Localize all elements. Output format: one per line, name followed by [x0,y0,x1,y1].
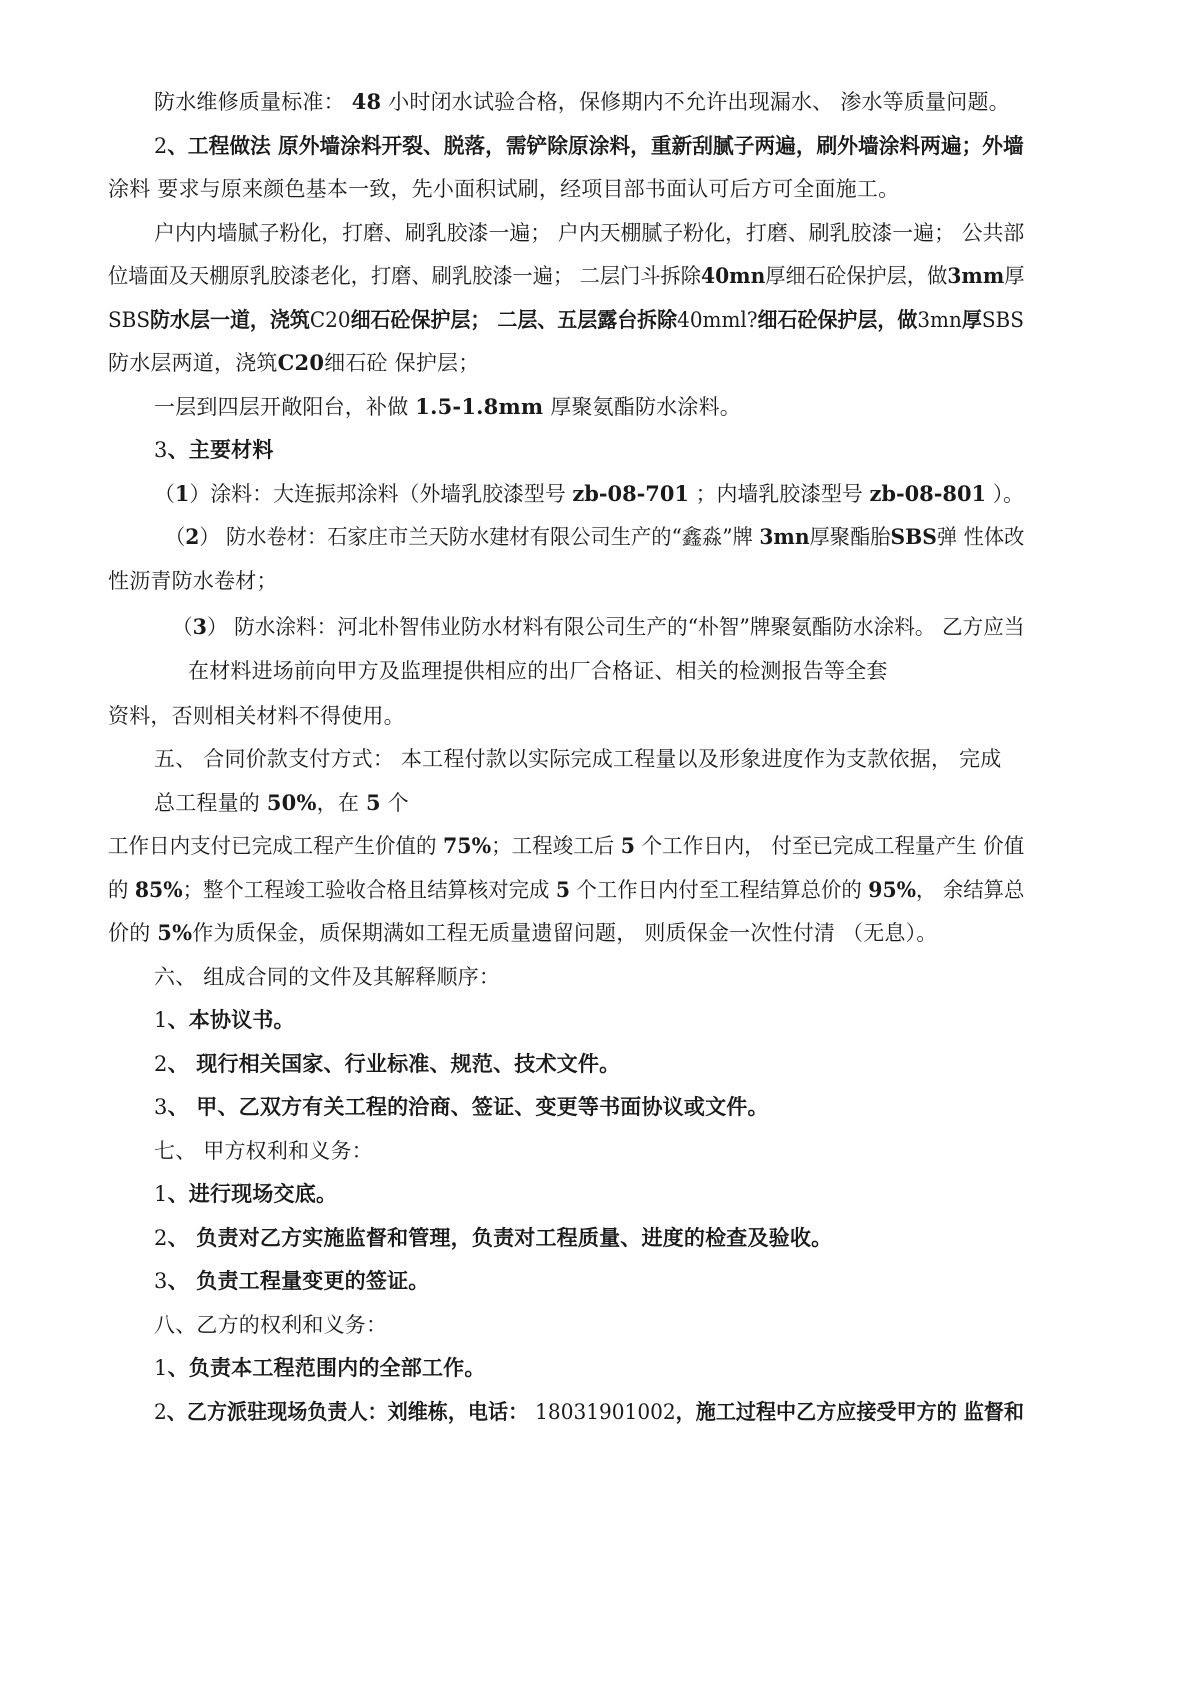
text-segment: 位墙面及天棚原乳胶漆老化，打磨、刷乳胶漆一遍； 二层门斗拆除 [108,264,702,288]
text-segment: 3 [154,438,168,462]
emphasis-text: ，施工过程中乙方应接受甲方的 监督和 [675,1399,1024,1424]
text-segment: 40mml? [677,308,758,332]
list-item [154,1224,832,1252]
text-segment: 价的 [108,921,158,945]
text-segment: 3 [154,1095,168,1119]
section-heading [154,745,1001,773]
text-segment: ）。 [986,482,1025,506]
paragraph-line [154,789,409,817]
text-segment: 一层到四层开敞阳台，补做 [154,395,416,419]
text-segment: （ [165,525,186,549]
text-segment: 工作日内支付已完成工程产生价值的 [108,834,444,858]
emphasis-text: 95% [868,877,917,902]
emphasis-text: 、 负责工程量变更的签证。 [167,1268,430,1293]
text-segment: 2 [154,1052,168,1076]
paragraph-line [108,832,1024,860]
emphasis-text: 85% [134,877,183,902]
text-segment: ；工程竣工后 [491,834,621,858]
text-segment: 细石砼 保护层； [324,351,480,375]
emphasis-text: 3mm [947,263,1005,288]
paragraph-line [188,657,888,685]
text-segment: 作为质保金，质保期满如工程无质量遗留问题， 则质保金一次性付清 （无息）。 [192,921,938,945]
emphasis-text: 、乙方派驻现场负责人：刘维栋，电话： [166,1399,536,1424]
emphasis-text: 75% [443,833,492,858]
text-segment: 的 [108,878,135,902]
text-segment: 弹 性体改 [936,525,1025,549]
text-segment: 性沥青防水卷材； [108,569,278,593]
emphasis-text: 、 负责对乙方实施监督和管理，负责对工程质量、进度的检查及验收。 [167,1225,833,1250]
text-segment: 个工作日内付至工程结算总价的 [570,878,869,902]
paragraph-line [154,132,1024,160]
emphasis-text: 、 甲、乙双方有关工程的洽商、签证、变更等书面协议或文件。 [167,1094,769,1119]
text-segment: 个 [380,791,409,815]
text-segment: 厚 [1004,264,1025,288]
text-segment: ）涂料：大连振邦涂料（外墙乳胶漆型号 [189,482,573,506]
section-heading [154,963,500,991]
text-segment: ） 防水涂料：河北朴智伟业防水材料有限公司生产的“朴智”牌聚氨酯防水涂料。 乙方应当 [206,615,1025,639]
section-heading [154,1137,373,1165]
paragraph-line [108,175,899,203]
emphasis-text: 细石砼保护层； 二层、五层露台拆除 [350,307,678,332]
list-item [154,1267,429,1295]
paragraph-line [165,523,1024,551]
emphasis-text: 48 [351,89,382,114]
paragraph-line [108,306,1024,334]
text-segment: （ [154,482,175,506]
emphasis-text: zb-08-701 [572,481,689,506]
text-segment: 1 [154,1182,168,1206]
emphasis-text: 、工程做法 原外墙涂料开裂、脱落，需铲除原涂料，重新刮腻子两遍，刷外墙涂料两遍；外墙 [167,133,1024,158]
text-segment: （ [172,615,193,639]
text-segment: 在材料进场前向甲方及监理提供相应的出厂合格证、相关的检测报告等全套 [188,659,888,683]
emphasis-text: SBS [890,524,937,549]
emphasis-text: 1 [174,481,190,506]
text-segment: 3 [154,1269,168,1293]
text-segment: ， 余结算总 [916,878,1025,902]
text-segment: 八、乙方的权利和义务： [154,1313,388,1337]
text-segment: C20 [309,308,351,332]
text-segment: ；整个工程竣工验收合格且结算核对完成 [182,878,556,902]
text-segment: 六、 组成合同的文件及其解释顺序： [154,965,501,989]
text-segment: ；内墙乳胶漆型号 [688,482,870,506]
emphasis-text: 5 [365,790,381,815]
text-segment: ） 防水卷材：石家庄市兰天防水建材有限公司生产的“鑫淼”牌 [199,525,760,549]
text-segment: SBS [108,308,151,332]
text-segment: 厚细石砼保护层，做 [765,264,948,288]
emphasis-text: 细石砼保护层，做 [757,307,918,332]
paragraph-line [108,876,1024,904]
section-heading [154,436,274,464]
emphasis-text: 厚 [961,307,982,332]
emphasis-text: 50% [266,790,317,815]
list-item [154,1093,769,1121]
emphasis-text: 40mn [701,263,766,288]
paragraph-line [154,88,1010,116]
list-item [154,1006,295,1034]
text-segment: 厚聚氨酯防水涂料。 [543,395,741,419]
emphasis-text: 、进行现场交底。 [167,1181,338,1206]
list-item [154,1050,620,1078]
text-segment: 1 [154,1356,168,1380]
text-segment: 总工程量的 [154,791,267,815]
emphasis-text: 、 现行相关国家、行业标准、规范、技术文件。 [167,1051,621,1076]
text-segment: 五、 合同价款支付方式： 本工程付款以实际完成工程量以及形象进度作为支款依据， 完成 [154,747,1002,771]
text-segment: SBS [981,308,1024,332]
text-segment: 18031901002 [535,1400,676,1424]
paragraph-line [108,262,1024,290]
emphasis-text: 5 [555,877,571,902]
emphasis-text: C20 [277,350,325,375]
paragraph-line [108,919,938,947]
emphasis-text: 、本协议书。 [167,1007,295,1032]
emphasis-text: 5 [620,833,636,858]
list-item [154,1180,337,1208]
emphasis-text: 、负责本工程范围内的全部工作。 [167,1355,486,1380]
text-segment: 1 [154,1008,168,1032]
paragraph-line [108,702,405,730]
emphasis-text: 1.5-1.8mm [415,394,544,419]
emphasis-text: 2 [185,524,200,549]
text-segment: 防水维修质量标准： [154,90,352,114]
text-segment: 资料，否则相关材料不得使用。 [108,704,405,728]
emphasis-text: 3 [192,614,207,639]
text-segment: 七、 甲方权利和义务： [154,1139,373,1163]
text-segment: 2 [154,134,168,158]
text-segment: ，在 [316,791,366,815]
emphasis-text: 5% [157,920,193,945]
emphasis-text: 3mn [759,524,810,549]
list-item [154,1398,1024,1426]
text-segment: 小时闭水试验合格，保修期内不允许出现漏水、 渗水等质量问题。 [381,90,1010,114]
paragraph-line [108,567,278,595]
emphasis-text: zb-08-801 [869,481,987,506]
paragraph-line [108,349,479,377]
text-segment: 个工作日内， 付至已完成工程量产生 价值 [635,834,1025,858]
text-segment: 户内内墙腻子粉化，打磨、刷乳胶漆一遍； 户内天棚腻子粉化，打磨、刷乳胶漆一遍； 公共部 [154,221,1025,245]
paragraph-line [154,393,741,421]
text-segment: 厚聚酯胎 [809,525,891,549]
text-segment: 2 [154,1226,168,1250]
text-segment: 3mn [917,308,962,332]
emphasis-text: 防水层一道，浇筑 [150,307,310,332]
text-segment: 2 [154,1400,167,1424]
paragraph-line [172,613,1024,641]
paragraph-line [154,480,1024,508]
text-segment: 涂料 要求与原来颜色基本一致，先小面积试刷，经项目部书面认可后方可全面施工。 [108,177,900,201]
list-item [154,1354,486,1382]
section-heading [154,1311,387,1339]
text-segment: 防水层两道，浇筑 [108,351,278,375]
paragraph-line [154,219,1024,247]
emphasis-text: 、主要材料 [167,437,274,462]
